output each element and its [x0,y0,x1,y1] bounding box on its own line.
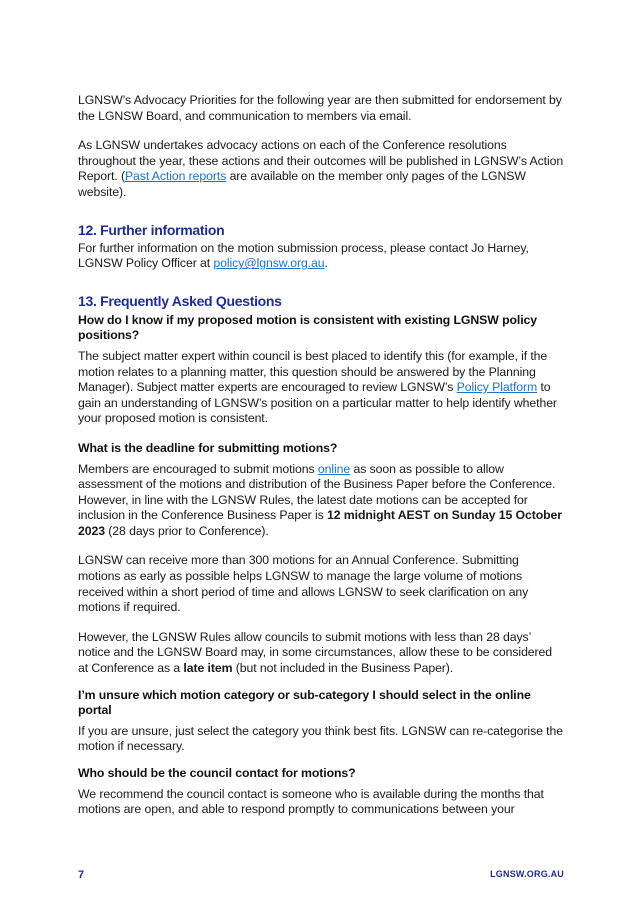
paragraph-action-report [78,138,564,200]
text-segment: For further information on the motion submission process, please contact Jo Harney, LGNSW Policy Officer at [78,240,529,271]
faq-question-4: Who should be the council contact for motions? [78,766,356,780]
faq-answer-2-paragraph-3 [78,630,564,677]
text-segment: (28 days prior to Conference). [104,523,269,538]
paragraph-advocacy-priorities: LGNSW’s Advocacy Priorities for the following year are then submitted for endorsement by the LGNSW Board, and communication to members via email. [78,93,562,123]
deadline-date: 12 midnight AEST on Sunday 15 October 2023 [78,508,562,538]
text-segment: (but not included in the Business Paper). [232,661,454,676]
faq-answer-1 [78,349,564,427]
faq-question-2: What is the deadline for submitting motions? [78,440,338,455]
website-label: LGNSW.ORG.AU [490,869,564,879]
text-segment: to gain an understanding of LGNSW’s position on a particular matter to help identify whether your proposed motion is consistent. [78,380,557,426]
text-segment: . [324,256,328,271]
text-segment: as soon as possible to allow assessment of the motions and distribution of the Business Paper before the Conference. However, in line with the LGNSW Rules, the latest date motions can be accepted for inclusion in the Conference Business Paper is [78,461,556,523]
text-segment: As LGNSW undertakes advocacy actions on each of the Conference resolutions throughout the year, these actions and their outcomes will be published in LGNSW’s Action Report. ( [78,138,564,184]
paragraph-further-info [78,241,564,272]
faq-answer-3: If you are unsure, just select the category you think best fits. LGNSW can re-categorise the motion if necessary. [78,723,563,754]
faq-question-3: I’m unsure which motion category or sub-category I should select in the online portal [78,687,531,718]
document-body [78,93,564,818]
text-segment: However, the LGNSW Rules allow councils to submit motions with less than 28 days’ notice and the LGNSW Board may, in some circumstances, allow these to be considered at Conference as a [78,629,553,676]
past-action-reports-link[interactable]: Past Action reports [124,169,227,184]
faq-answer-4: We recommend the council contact is someone who is available during the months that motions are open, and able to respond promptly to communications between your [78,786,544,817]
text-segment: The subject matter expert within council is best placed to identify this (for example, if the motion relates to a planning matter, this question should be answered by the Planning Manager). Subject matter experts are encouraged to review LGNSW’s [78,348,548,395]
text-segment: are available on the member only pages of the LGNSW website). [78,169,526,199]
late-item-term: late item [183,661,233,676]
section-13-heading: 13. Frequently Asked Questions [78,292,282,309]
online-motions-link[interactable]: online [317,461,351,476]
faq-answer-2-paragraph-2: LGNSW can receive more than 300 motions for an Annual Conference. Submitting motions as early as possible helps LGNSW to manage the large volume of motions received within a short period of time and allows LGNSW to seek clarification on any motions if required. [78,553,529,615]
section-12-heading: 12. Further information [78,221,225,238]
text-segment: Members are encouraged to submit motions [78,461,318,476]
faq-answer-2 [78,462,564,540]
page-number: 7 [78,869,85,881]
faq-question-1: How do I know if my proposed motion is consistent with existing LGNSW policy positions? [78,312,538,343]
policy-platform-link[interactable]: Policy Platform [456,380,538,395]
policy-email-link[interactable]: policy@lgnsw.org.au [213,256,325,271]
